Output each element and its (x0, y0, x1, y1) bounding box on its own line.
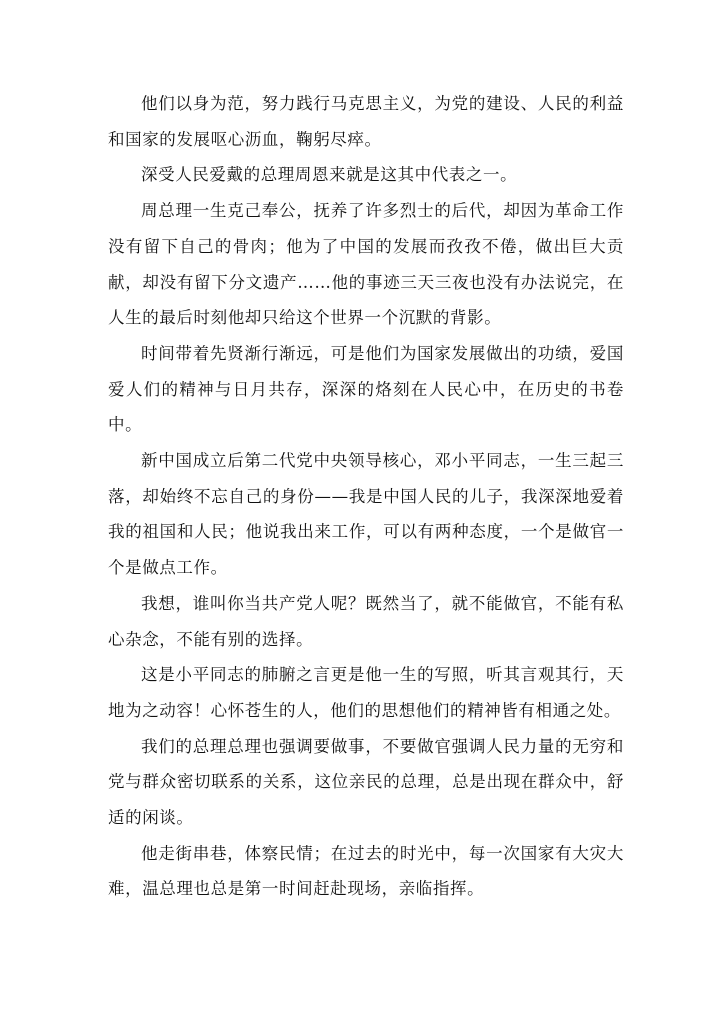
paragraph: 他们以身为范，努力践行马克思主义，为党的建设、人民的利益和国家的发展呕心沥血，鞠躬尽瘁。 (108, 94, 624, 149)
paragraph: 深受人民爱戴的总理周恩来就是这其中代表之一。 (141, 165, 518, 185)
paragraph: 新中国成立后第二代党中央领导核心，邓小平同志，一生三起三落，却始终不忘自己的身份——我是中国人民的儿子，我深深地爱着我的祖国和人民；他说我出来工作，可以有两种态度，一个是做官一个是做点工作。 (108, 451, 624, 578)
paragraph: 我们的总理总理也强调要做事，不要做官强调人民力量的无穷和党与群众密切联系的关系，这位亲民的总理，总是出现在群众中，舒适的闲谈。 (108, 736, 624, 828)
paragraph: 我想，谁叫你当共产党人呢？既然当了，就不能做官，不能有私心杂念，不能有别的选择。 (108, 593, 624, 649)
paragraph: 时间带着先贤渐行渐远，可是他们为国家发展做出的功绩，爱国爱人们的精神与日月共存，深深的烙刻在人民心中，在历史的书卷中。 (108, 343, 624, 435)
paragraph: 周总理一生克己奉公，抚养了许多烈士的后代，却因为革命工作没有留下自己的骨肉；他为了中国的发展而孜孜不倦，做出巨大贡献，却没有留下分文遗产……他的事迹三天三夜也没有办法说完，在人生的最后时刻他却只给这个世界一个沉默的背影。 (108, 201, 624, 328)
paragraph: 这是小平同志的肺腑之言更是他一生的写照，听其言观其行，天地为之动容！心怀苍生的人，他们的思想他们的精神皆有相通之处。 (108, 665, 624, 720)
document-body (108, 86, 624, 907)
paragraph: 他走街串巷，体察民情；在过去的时光中，每一次国家有大灾大难，温总理也总是第一时间赶赴现场，亲临指挥。 (108, 843, 624, 899)
